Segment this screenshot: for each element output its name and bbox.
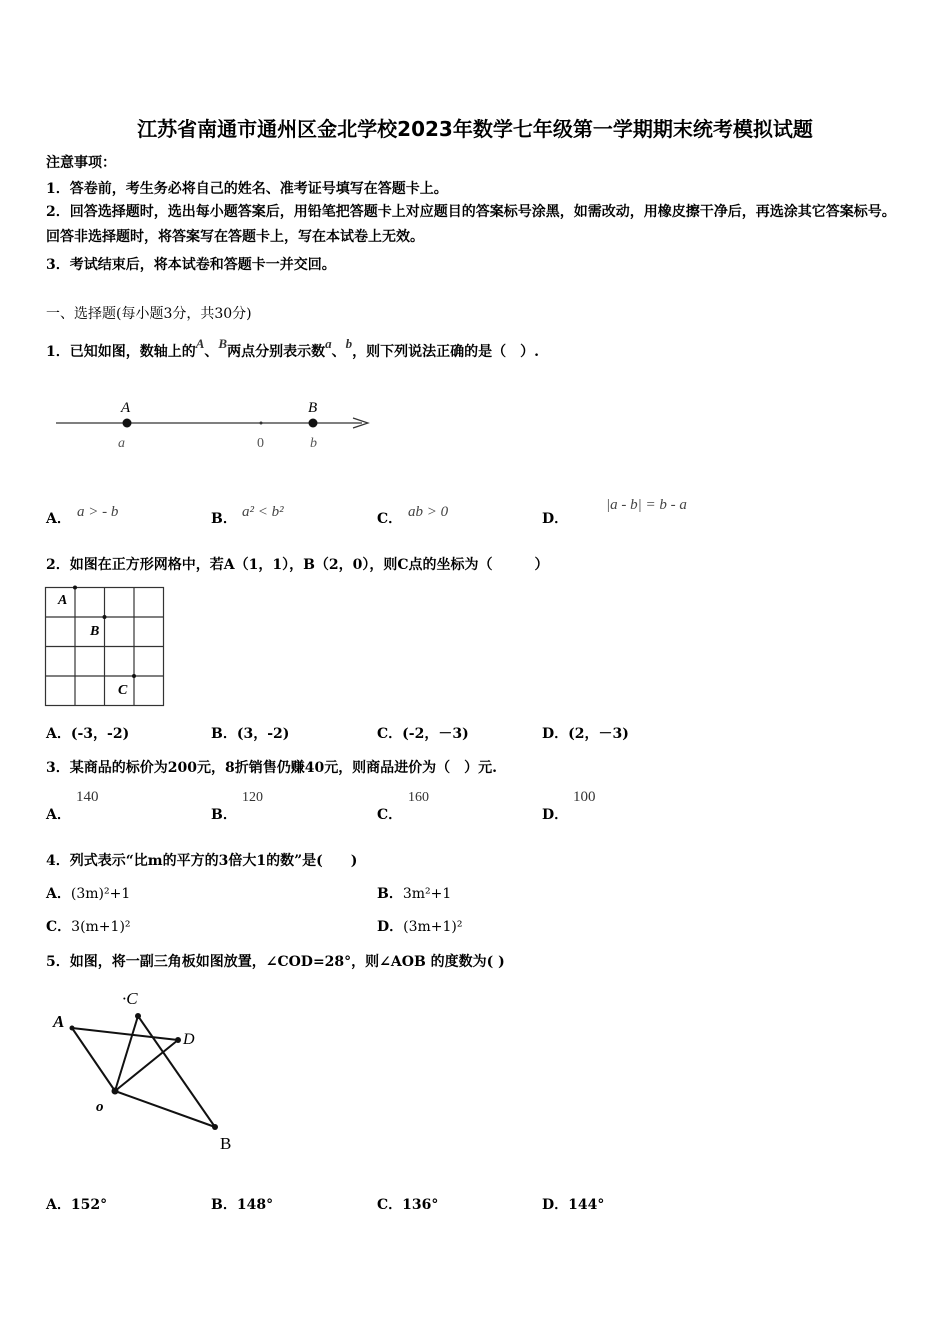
q3-option-a[interactable] — [46, 804, 71, 824]
q3-option-a-text: 140 — [76, 789, 99, 805]
point-b — [309, 419, 318, 428]
point-a — [123, 419, 132, 428]
page-title: 江苏省南通市通州区金北学校2023年数学七年级第一学期期末统考模拟试题 — [137, 117, 813, 141]
option-text: 144° — [568, 1197, 605, 1213]
q1-prefix: 1．已知如图，数轴上的 — [46, 344, 196, 360]
fig2-label-B: B — [90, 624, 100, 639]
option-text: (-3，-2) — [70, 726, 130, 742]
option-letter: D． — [542, 511, 569, 527]
option-letter: A． — [46, 886, 71, 902]
q1-stem — [46, 336, 539, 361]
triangle-figure — [48, 984, 248, 1156]
q3-option-c-text: 160 — [408, 790, 429, 805]
q4-option-b[interactable] — [377, 883, 451, 903]
option-text: (3m+1)² — [403, 919, 463, 935]
q3-option-d-text: 100 — [573, 789, 596, 805]
fig5-label-C: ·C — [122, 989, 138, 1008]
fig1-label-b: b — [310, 436, 317, 451]
fig2-label-C: C — [118, 683, 128, 698]
q1-option-b-text: a² < b² — [242, 504, 284, 520]
option-text: 152° — [70, 1197, 108, 1213]
option-letter: B． — [211, 726, 237, 742]
option-letter: D． — [542, 807, 569, 823]
grid-point-a — [73, 586, 77, 590]
origin-tick — [260, 422, 263, 425]
fig2-label-A: A — [58, 593, 68, 608]
tri-point-d — [175, 1037, 181, 1043]
grid-figure — [44, 584, 168, 708]
notice-heading: 注意事项： — [46, 155, 116, 171]
option-text: (-2，－3) — [402, 726, 469, 742]
option-letter: B． — [211, 1197, 237, 1213]
fig1-label-B: B — [308, 400, 318, 416]
q2-option-a[interactable] — [46, 723, 129, 743]
q1-option-a[interactable] — [46, 508, 71, 528]
option-letter: C． — [377, 511, 403, 527]
q2-stem: 2．如图在正方形网格中，若A（1，1），B（2，0），则C点的坐标为（ ） — [46, 557, 549, 573]
q3-option-b[interactable] — [211, 804, 237, 824]
q1-option-d-text: |a - b| = b - a — [606, 497, 687, 513]
notice-item-3: 3．考试结束后，将本试卷和答题卡一并交回。 — [46, 257, 336, 273]
option-letter: B． — [211, 511, 237, 527]
option-letter: A． — [46, 726, 71, 742]
fig5-label-D: D — [183, 1031, 195, 1048]
notice-item-2: 2．回答选择题时，选出每小题答案后，用铅笔把答题卡上对应题目的答案标号涂黑，如需改动，用橡皮擦干净后，再选涂其它答案标号。回答非选择题时，将答案写在答题卡上，写在本试卷上无效。 — [46, 204, 896, 245]
option-text: (3，-2) — [236, 726, 290, 742]
q1-option-a-text: a > - b — [77, 504, 119, 520]
option-text: 136° — [402, 1197, 439, 1213]
tri-point-a — [70, 1026, 75, 1031]
option-letter: B． — [211, 807, 237, 823]
fig1-label-a: a — [118, 436, 125, 451]
fig1-label-0: 0 — [257, 436, 264, 451]
option-letter: C． — [46, 919, 72, 935]
q1-var-b: b — [345, 336, 353, 351]
option-letter: D． — [377, 919, 404, 935]
grid-point-c — [132, 674, 136, 678]
q5-option-b[interactable] — [211, 1194, 273, 1214]
q3-option-b-text: 120 — [242, 790, 263, 805]
grid-point-b — [103, 615, 107, 619]
q4-option-c[interactable] — [46, 916, 131, 936]
q1-mid: 两点分别表示数 — [227, 344, 326, 360]
q3-option-c[interactable] — [377, 804, 402, 824]
option-text: 3(m+1)² — [71, 919, 131, 935]
section-heading: 一、选择题(每小题3分，共30分) — [46, 306, 252, 322]
q1-var-B: B — [218, 336, 228, 351]
q5-option-d[interactable] — [542, 1194, 604, 1214]
tri-point-c — [135, 1013, 141, 1019]
fig5-label-B: B — [220, 1134, 232, 1153]
q2-option-b[interactable] — [211, 723, 289, 743]
q3-stem: 3．某商品的标价为200元，8折销售仍赚40元，则商品进价为（ ）元. — [46, 760, 498, 776]
q4-stem: 4．列式表示“比m的平方的3倍大1的数”是( ) — [46, 853, 358, 869]
option-text: 148° — [236, 1197, 274, 1213]
q4-option-d[interactable] — [377, 916, 463, 936]
q1-option-c-text: ab > 0 — [408, 504, 449, 520]
number-line-figure — [50, 392, 380, 456]
option-letter: B． — [377, 886, 403, 902]
option-letter: A． — [46, 1197, 71, 1213]
fig5-label-O: o — [96, 1099, 104, 1115]
q5-option-c[interactable] — [377, 1194, 438, 1214]
tri-point-o — [112, 1088, 119, 1095]
q5-option-a[interactable] — [46, 1194, 107, 1214]
notice-item-1: 1．答卷前，考生务必将自己的姓名、准考证号填写在答题卡上。 — [46, 181, 448, 197]
option-letter: D． — [542, 726, 569, 742]
q1-sep1: 、 — [204, 344, 219, 360]
q3-option-d[interactable] — [542, 804, 568, 824]
q2-option-d[interactable] — [542, 723, 629, 743]
fig5-label-A: A — [53, 1012, 65, 1031]
option-text: (3m)²+1 — [70, 886, 131, 902]
option-letter: A． — [46, 511, 71, 527]
q1-suffix: ，则下列说法正确的是（ ）. — [352, 344, 539, 360]
q2-option-c[interactable] — [377, 723, 469, 743]
q4-option-a[interactable] — [46, 883, 130, 903]
q1-sep2: 、 — [331, 344, 346, 360]
q1-var-a: a — [325, 336, 332, 351]
option-letter: C． — [377, 807, 403, 823]
option-letter: A． — [46, 807, 71, 823]
q1-option-d[interactable] — [542, 508, 568, 528]
q1-option-c[interactable] — [377, 508, 402, 528]
option-letter: C． — [377, 1197, 403, 1213]
fig1-label-A: A — [121, 400, 131, 416]
q5-stem: 5．如图，将一副三角板如图放置，∠COD=28°，则∠AOB 的度数为( ) — [46, 954, 505, 970]
option-letter: C． — [377, 726, 403, 742]
option-text: (2，－3) — [568, 726, 629, 742]
tri-point-b — [212, 1124, 218, 1130]
option-text: 3m²+1 — [402, 886, 452, 902]
q1-var-A: A — [195, 336, 205, 351]
option-letter: D． — [542, 1197, 569, 1213]
q1-option-b[interactable] — [211, 508, 237, 528]
